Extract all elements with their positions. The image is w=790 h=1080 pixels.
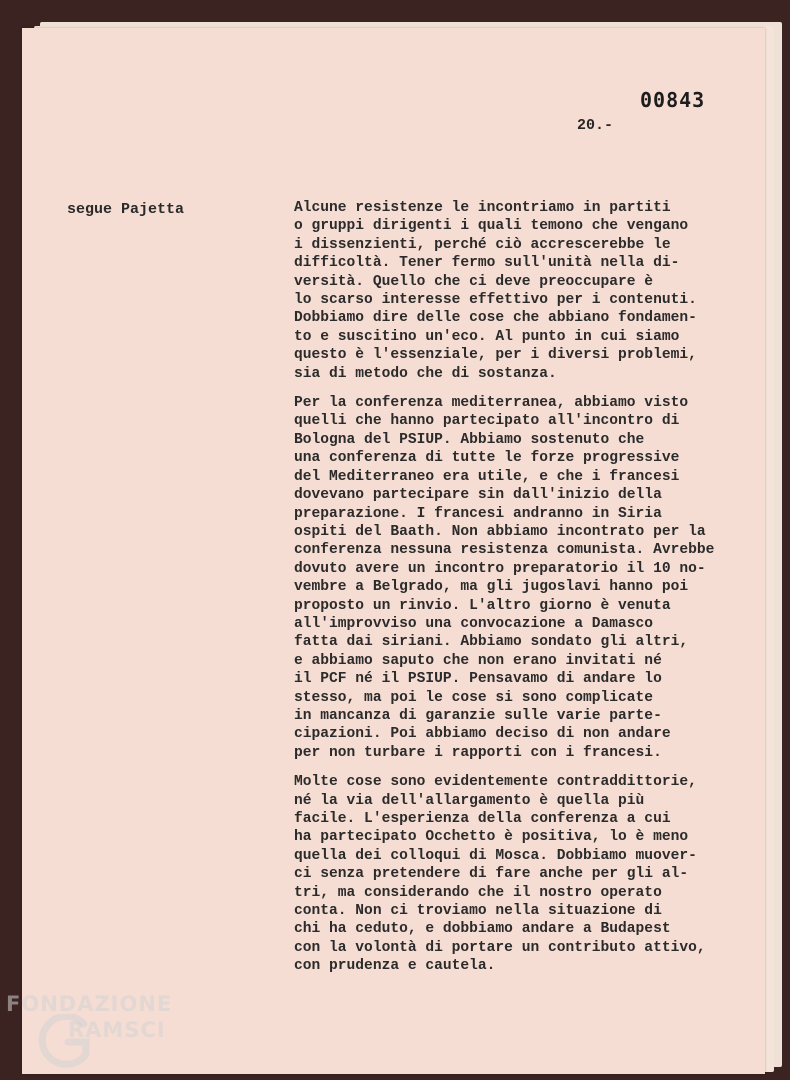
text-line: per non turbare i rapporti con i francesi. (294, 744, 662, 761)
text-line: versità. Quello che ci deve preoccupare è (294, 273, 654, 290)
text-line: del Mediterraneo era utile, e che i francesi (294, 468, 680, 485)
body-text (294, 199, 764, 987)
speaker-label: segue Pajetta (67, 201, 185, 218)
text-line: ospiti del Baath. Non abbiamo incontrato per la (294, 523, 706, 540)
watermark (6, 992, 206, 1072)
paragraph (294, 199, 764, 383)
text-line: all'improvviso una convocazione a Damasco (294, 615, 654, 632)
text-line: una conferenza di tutte le forze progressive (294, 450, 680, 467)
text-line: conta. Non ci troviamo nella situazione di (294, 903, 662, 920)
text-line: o gruppi dirigenti i quali temono che vengano (294, 218, 689, 235)
text-line: cipazioni. Poi abbiamo deciso di non andare (294, 726, 671, 743)
text-line: questo è l'essenziale, per i diversi problemi, (294, 347, 697, 364)
text-line: i dissenzienti, perché ciò accrescerebbe le (294, 236, 671, 253)
text-line: il PCF né il PSIUP. Pensavamo di andare lo (294, 671, 662, 688)
paragraph (294, 394, 764, 762)
document-number: 00843 (640, 88, 706, 112)
text-line: to e suscitino un'eco. Al punto in cui siamo (294, 328, 680, 345)
text-line: proposto un rinvio. L'altro giorno è venuta (294, 597, 671, 614)
text-line: difficoltà. Tener fermo sull'unità nella di- (294, 255, 680, 272)
text-line: dovuto avere un incontro preparatorio il 10 no- (294, 560, 706, 577)
text-line: in mancanza di garanzie sulle varie parte- (294, 707, 662, 724)
text-line: e abbiamo saputo che non erano invitati né (294, 652, 662, 669)
text-line: vembre a Belgrado, ma gli jugoslavi hanno poi (294, 579, 689, 596)
watermark-line1: FONDAZIONE (6, 992, 173, 1016)
text-line: con la volontà di portare un contributo attivo, (294, 939, 706, 956)
text-line: con prudenza e cautela. (294, 958, 496, 975)
text-line: fatta dai siriani. Abbiamo sondato gli altri, (294, 634, 689, 651)
page-number: 20.- (577, 117, 614, 134)
text-line: Bologna del PSIUP. Abbiamo sostenuto che (294, 431, 645, 448)
text-line: sia di metodo che di sostanza. (294, 365, 557, 382)
paragraph (294, 773, 764, 975)
text-line: né la via dell'allargamento è quella più (294, 792, 645, 809)
text-line: tri, ma considerando che il nostro operato (294, 884, 662, 901)
text-line: quelli che hanno partecipato all'incontro di (294, 413, 680, 430)
text-line: lo scarso interesse effettivo per i contenuti. (294, 292, 697, 309)
text-line: ci senza pretendere di fare anche per gli al- (294, 866, 689, 883)
watermark-line2: RAMSCI (68, 1018, 166, 1042)
text-line: ha partecipato Occhetto è positiva, lo è meno (294, 829, 689, 846)
text-line: dovevano partecipare sin dall'inizio della (294, 487, 662, 504)
text-line: conferenza nessuna resistenza comunista. Avrebbe (294, 542, 715, 559)
text-line: facile. L'esperienza della conferenza a cui (294, 811, 671, 827)
text-line: Molte cose sono evidentemente contraddittorie, (294, 774, 697, 791)
text-line: Alcune resistenze le incontriamo in partiti (294, 200, 671, 216)
text-line: preparazione. I francesi andranno in Siria (294, 505, 662, 522)
text-line: chi ha ceduto, e dobbiamo andare a Budapest (294, 921, 671, 938)
text-line: stesso, ma poi le cose si sono complicate (294, 689, 654, 706)
text-line: Per la conferenza mediterranea, abbiamo visto (294, 395, 689, 412)
text-line: quella dei colloqui di Mosca. Dobbiamo muover- (294, 847, 697, 864)
text-line: Dobbiamo dire delle cose che abbiano fondamen- (294, 310, 697, 327)
